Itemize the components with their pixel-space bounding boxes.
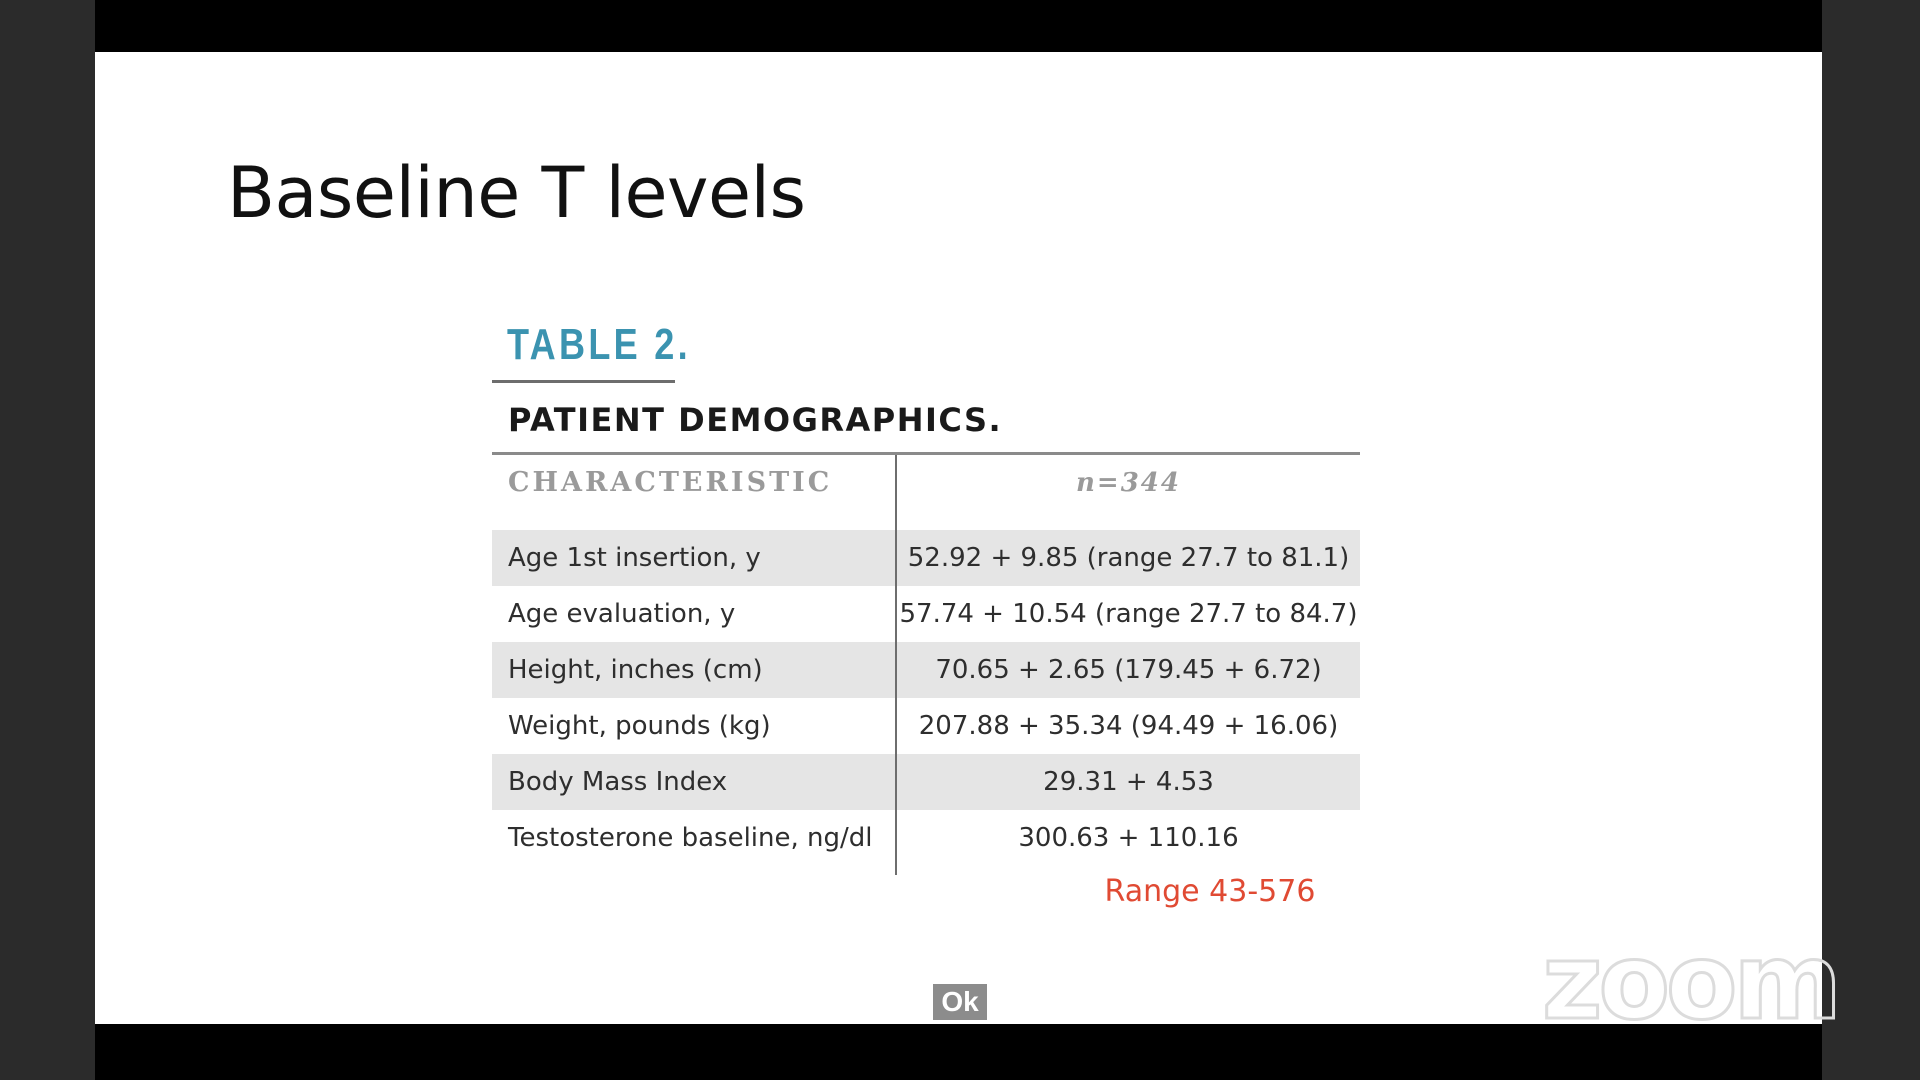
- row-value: 300.63 + 110.16: [1018, 823, 1239, 853]
- row-value: 52.92 + 9.85 (range 27.7 to 81.1): [907, 543, 1350, 573]
- table-row: [492, 642, 1360, 698]
- row-characteristic: Age evaluation, y: [508, 599, 736, 629]
- column-divider: [895, 455, 897, 875]
- row-value: 29.31 + 4.53: [1043, 767, 1214, 797]
- row-value: 70.65 + 2.65 (179.45 + 6.72): [935, 655, 1322, 685]
- header-n: n=344: [1076, 468, 1181, 498]
- row-characteristic: Weight, pounds (kg): [508, 711, 771, 741]
- slide-title: Baseline T levels: [227, 152, 806, 234]
- header-characteristic: CHARACTERISTIC: [508, 467, 833, 498]
- right-letterbox: [1822, 0, 1920, 1080]
- row-value: 57.74 + 10.54 (range 27.7 to 84.7): [899, 599, 1358, 629]
- table-label: TABLE 2.: [507, 320, 691, 369]
- ok-button[interactable]: Ok: [933, 984, 987, 1020]
- table-row: [492, 530, 1360, 586]
- zoom-watermark-logo: [1538, 930, 1848, 1040]
- range-annotation: Range 43-576: [1104, 874, 1316, 909]
- row-characteristic: Testosterone baseline, ng/dl: [508, 823, 873, 853]
- table-row: [492, 586, 1360, 642]
- row-characteristic: Height, inches (cm): [508, 655, 763, 685]
- left-letterbox: [0, 0, 95, 1080]
- row-value: 207.88 + 35.34 (94.49 + 16.06): [918, 711, 1339, 741]
- zoom-watermark-text: zoom: [1542, 930, 1838, 1040]
- row-characteristic: Age 1st insertion, y: [508, 543, 761, 573]
- top-letterbox: [95, 0, 1822, 52]
- row-characteristic: Body Mass Index: [508, 767, 728, 797]
- shared-slide: [95, 52, 1822, 1024]
- table-label-underline: [492, 380, 675, 383]
- table-caption: PATIENT DEMOGRAPHICS.: [508, 401, 1003, 439]
- table-row: [492, 698, 1360, 754]
- table-row: [492, 810, 1360, 866]
- table-header-row: [492, 455, 1360, 511]
- table-row: [492, 754, 1360, 810]
